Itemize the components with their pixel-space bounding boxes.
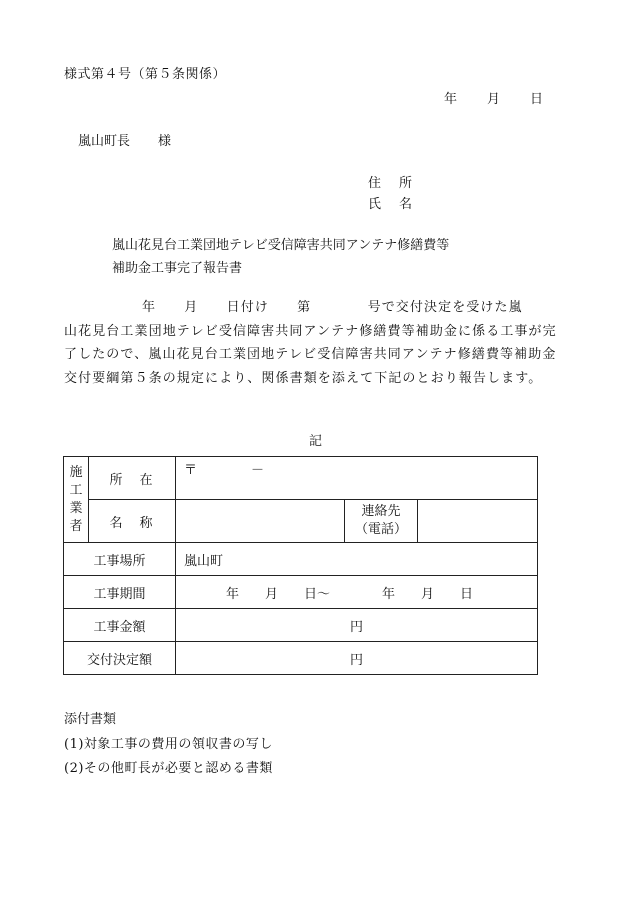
grant-value[interactable]: 円 <box>176 642 538 675</box>
attachment-item: (1)対象工事の費用の領収書の写し <box>64 737 273 752</box>
ki-heading: 記 <box>309 434 323 449</box>
contractor-name-label: 名 称 <box>89 500 176 543</box>
form-number: 様式第４号（第５条関係） <box>64 67 227 82</box>
body-first-line: 年 月 日付け 第 号で交付決定を受けた嵐 <box>142 300 523 315</box>
contact-label <box>345 500 418 543</box>
attachments-heading: 添付書類 <box>64 712 117 727</box>
attachment-item: (2)その他町長が必要と認める書類 <box>64 761 273 776</box>
contact-label-line2: （電話） <box>354 522 407 537</box>
location-value[interactable] <box>176 457 538 500</box>
document-title-line1: 嵐山花見台工業団地テレビ受信障害共同アンテナ修繕費等 <box>112 238 450 253</box>
site-value[interactable]: 嵐山町 <box>176 543 538 576</box>
location-label: 所 在 <box>89 457 176 500</box>
addressee-honorific: 様 <box>158 134 172 149</box>
period-label: 工事期間 <box>64 576 176 609</box>
name-label-char2: 名 <box>399 197 413 212</box>
date-line <box>444 93 543 106</box>
contact-value[interactable] <box>418 500 538 543</box>
amount-label: 工事金額 <box>64 609 176 642</box>
contractor-label: 施工業者 <box>64 457 89 543</box>
report-table <box>63 456 538 675</box>
date-day: 日 <box>530 92 544 107</box>
contact-label-line1: 連絡先 <box>361 504 401 519</box>
document-title-line2: 補助金工事完了報告書 <box>112 261 243 276</box>
applicant-address-label <box>368 177 412 190</box>
date-year: 年 <box>444 92 458 107</box>
name-label-char1: 氏 <box>368 197 382 212</box>
address-label-char1: 住 <box>368 176 382 191</box>
body-paragraph <box>64 296 570 390</box>
period-value[interactable]: 年 月 日～ 年 月 日 <box>176 576 538 609</box>
addressee <box>78 135 171 148</box>
address-label-char2: 所 <box>399 176 413 191</box>
postal-mark: 〒 <box>184 463 198 478</box>
site-label: 工事場所 <box>64 543 176 576</box>
applicant-name-label <box>368 198 412 211</box>
contractor-name-value[interactable] <box>176 500 345 543</box>
addressee-name: 嵐山町長 <box>78 134 131 149</box>
body-rest: 山花見台工業団地テレビ受信障害共同アンテナ修繕費等補助金に係る工事が完了したので、嵐山花見台工業団地テレビ受信障害共同アンテナ修繕費等補助金交付要綱第５条の規定により、関係書類を添えて下記のとおり報告します。 <box>64 323 557 386</box>
amount-value[interactable]: 円 <box>176 609 538 642</box>
grant-label: 交付決定額 <box>64 642 176 675</box>
postal-dash: － <box>251 463 265 478</box>
date-month: 月 <box>487 92 501 107</box>
